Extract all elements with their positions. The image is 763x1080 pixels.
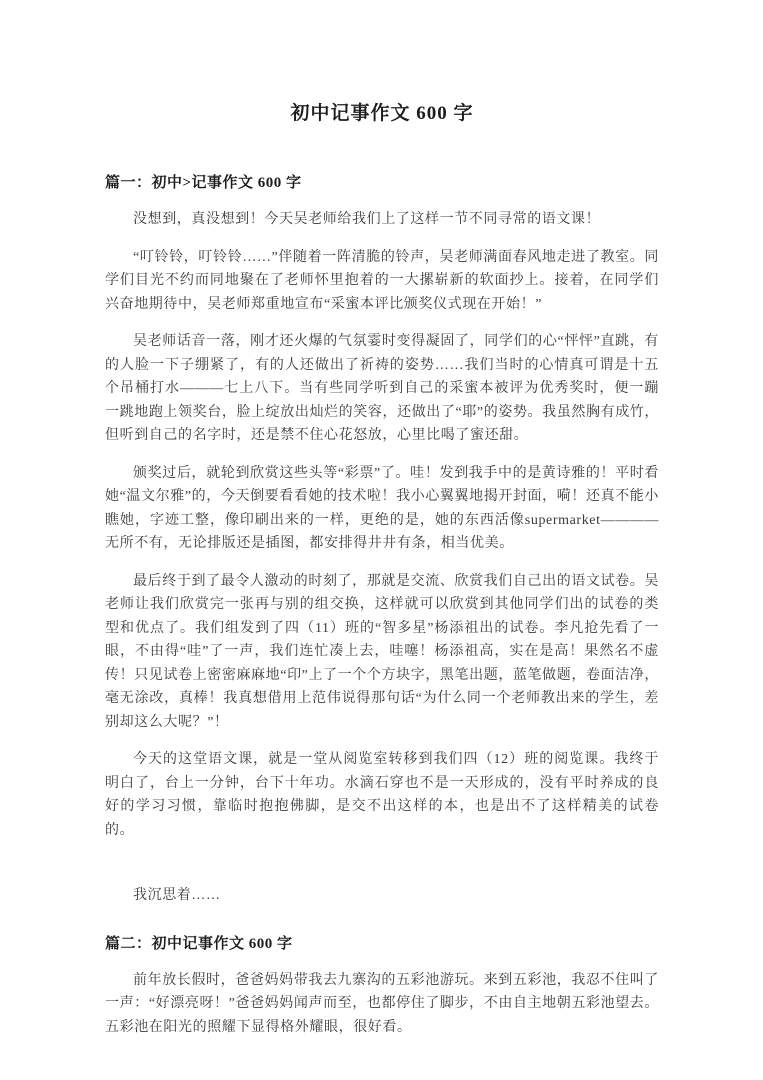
paragraph: 最后终于到了最令人激动的时刻了，那就是交流、欣赏我们自己出的语文试卷。吴老师让我们欣赏完一张再与别的组交换，这样就可以欣赏到其他同学们出的试卷的类型和优点了。我们组发到了四（11）班的“智多星”杨添祖出的试卷。李凡抢先看了一眼，不由得“哇”了一声，我们连忙凑上去，哇噻！杨添祖高，实在是高！果然名不虚传！只见试卷上密密麻麻地“印”上了一个个方块字，黑笔出题，蓝笔做题，卷面洁净，毫无涂改，真棒！我真想借用上范伟说得那句话“为什么同一个老师教出来的学生，差别却这么大呢？”！ — [105, 573, 659, 730]
document-title: 初中记事作文 600 字 — [290, 103, 474, 124]
paragraph: 我沉思着…… — [133, 888, 221, 903]
section-2-heading: 篇二：初中记事作文 600 字 — [105, 935, 293, 952]
paragraph: 吴老师话音一落，刚才还火爆的气氛霎时变得凝固了，同学们的心“怦怦”直跳，有的人脸一下子绷紧了，有的人还做出了祈祷的姿势……我们当时的心情真可谓是十五个吊桶打水———七上八下。当有些同学听到自己的采蜜本被评为优秀奖时，便一蹦一跳地跑上领奖台，脸上绽放出灿烂的笑容，还做出了“耶”的姿势。我虽然胸有成竹，但听到自己的名字时，还是禁不住心花怒放，心里比喝了蜜还甜。 — [105, 334, 659, 443]
essay-section-1 — [105, 173, 659, 908]
paragraph: “叮铃铃，叮铃铃……”伴随着一阵清脆的铃声，吴老师满面春风地走进了教室。同学们目光不约而同地聚在了老师怀里抱着的一大摞崭新的软面抄上。接着，在同学们兴奋地期待中，吴老师郑重地宣布“采蜜本评比颁奖仪式现在开始！” — [105, 249, 659, 312]
paragraph: 今天的这堂语文课，就是一堂从阅览室转移到我们四（12）班的阅览课。我终于明白了，台上一分钟，台下十年功。水滴石穿也不是一天形成的，没有平时养成的良好的学习习惯，靠临时抱抱佛脚，是交不出这样的本，也是出不了这样精美的试卷的。 — [105, 752, 659, 838]
paragraph: 没想到，真没想到！今天吴老师给我们上了这样一节不同寻常的语文课！ — [133, 212, 601, 227]
paragraph: 颁奖过后，就轮到欣赏这些头等“彩票”了。哇！发到我手中的是黄诗雅的！平时看她“温文尔雅”的，今天倒要看看她的技术啦！我小心翼翼地揭开封面，嗬！还真不能小瞧她，字迹工整，像印刷出来的一样，更绝的是，她的东西活像supermarket————无所不有，无论排版还是插图，都安排得井井有条，相当优美。 — [105, 465, 659, 551]
essay-section-2 — [105, 934, 659, 1040]
paragraph: 前年放长假时，爸爸妈妈带我去九寨沟的五彩池游玩。来到五彩池，我忍不住叫了一声：“好漂亮呀！”爸爸妈妈闻声而至，也都停住了脚步，不由自主地朝五彩池望去。五彩池在阳光的照耀下显得格外耀眼，很好看。 — [105, 972, 659, 1035]
section-1-heading: 篇一：初中>记事作文 600 字 — [105, 175, 302, 191]
